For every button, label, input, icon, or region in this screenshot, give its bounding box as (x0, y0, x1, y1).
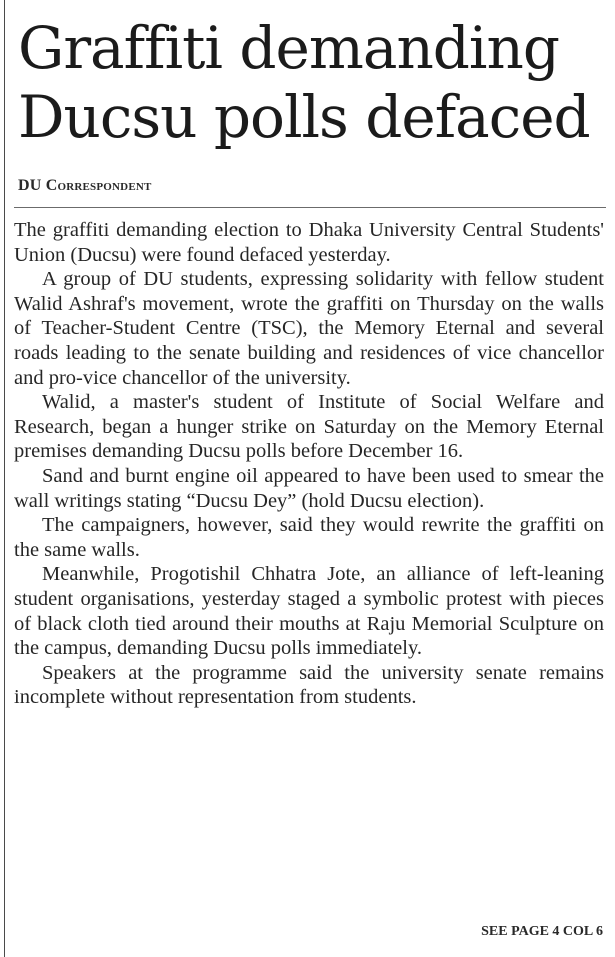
paragraph-2: A group of DU students, expressing solidarity with fellow student Walid Ashraf's movement, wrote the graffiti on Thursday on the walls of Teacher-Student Centre (TSC), the Memory Eternal and several roads leading to the senate building and residences of vice chancellor and pro-vice chancellor of the university. (14, 268, 604, 389)
article-body (14, 218, 604, 710)
paragraph-3: Walid, a master's student of Institute of Social Welfare and Research, began a hunger strike on Saturday on the Memory Eternal premises demanding Ducsu polls before December 16. (14, 391, 604, 463)
paragraph-4: Sand and burnt engine oil appeared to have been used to smear the wall writings stating “Ducsu Dey” (hold Ducsu election). (14, 464, 604, 512)
paragraph-1: The graffiti demanding election to Dhaka University Central Students' Union (Ducsu) were found defaced yesterday. (14, 219, 604, 266)
continuation-jump: SEE PAGE 4 COL 6 (481, 924, 603, 939)
byline: DU Correspondent (18, 177, 152, 194)
paragraph-7: Speakers at the programme said the university senate remains incomplete without representation from students. (14, 661, 604, 709)
byline-divider (14, 207, 606, 208)
column-divider (4, 0, 5, 957)
headline: Graffiti demanding Ducsu polls defaced (18, 14, 590, 151)
paragraph-6: Meanwhile, Progotishil Chhatra Jote, an alliance of left-leaning student organisations, yesterday staged a symbolic protest with pieces of black cloth tied around their mouths at Raju Memorial Sculpture on the campus, demanding Ducsu polls immediately. (14, 563, 604, 660)
paragraph-5: The campaigners, however, said they would rewrite the graffiti on the same walls. (14, 514, 604, 561)
